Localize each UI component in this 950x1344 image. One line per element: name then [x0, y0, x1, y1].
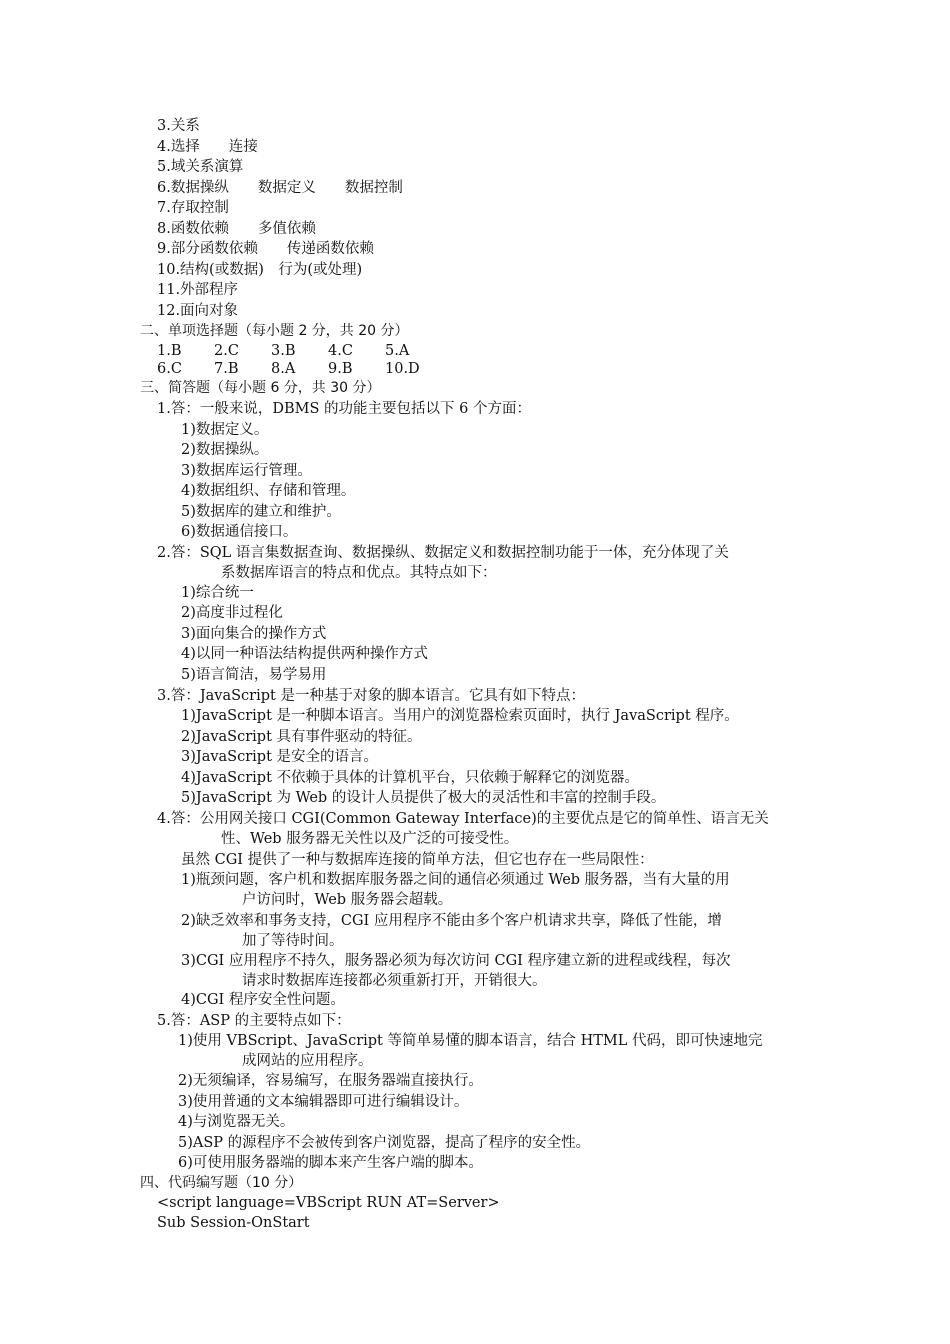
- q3-item-5: 5)JavaScript 为 Web 的设计人员提供了极大的灵活性和丰富的控制手段。: [181, 790, 666, 806]
- fill-answer-10: 10.结构(或数据) 行为(或处理): [157, 262, 363, 278]
- q4-item-4: 4)CGI 程序安全性问题。: [181, 992, 345, 1008]
- q3-stem: 3.答：JavaScript 是一种基于对象的脚本语言。它具有如下特点：: [157, 688, 585, 704]
- q1-item-2: 2)数据操纵。: [181, 442, 269, 458]
- q2-item-1: 1)综合统一: [181, 585, 254, 601]
- q5-item-1-line-2: 成网站的应用程序。: [242, 1053, 373, 1069]
- q4-stem-line-1: 4.答：公用网关接口 CGI(Common Gateway Interface)的主要优点是它的简单性、语言无关: [157, 811, 769, 827]
- choice-answer: 8.A: [271, 361, 296, 377]
- section-2-title: 二、单项选择题（每小题 2 分，共 20 分）: [140, 323, 409, 339]
- q1-item-1: 1)数据定义。: [181, 422, 269, 438]
- q2-stem-line-1: 2.答：SQL 语言集数据查询、数据操纵、数据定义和数据控制功能于一体，充分体现了关: [157, 545, 729, 561]
- q1-item-3: 3)数据库运行管理。: [181, 463, 312, 479]
- q4-item-1-line-2: 户访问时，Web 服务器会超载。: [242, 892, 453, 908]
- fill-answer-7: 7.存取控制: [157, 200, 229, 216]
- q4-item-2-line-1: 2)缺乏效率和事务支持，CGI 应用程序不能由多个客户机请求共享，降低了性能，增: [181, 913, 722, 929]
- choice-answer: 1.B: [157, 343, 182, 359]
- choice-answers-row-2: [157, 359, 442, 379]
- q4-item-2-line-2: 加了等待时间。: [242, 933, 344, 949]
- fill-answer-3: 3.关系: [157, 118, 200, 134]
- q4-item-3-line-1: 3)CGI 应用程序不持久，服务器必须为每次访问 CGI 程序建立新的进程或线程，每次: [181, 953, 731, 969]
- q3-item-1: 1)JavaScript 是一种脚本语言。当用户的浏览器检索页面时，执行 JavaScript 程序。: [181, 708, 739, 724]
- choice-answers-row-1: [157, 341, 442, 361]
- q5-item-6: 6)可使用服务器端的脚本来产生客户端的脚本。: [178, 1155, 483, 1171]
- choice-answer: 3.B: [271, 343, 296, 359]
- fill-answer-4: 4.选择 连接: [157, 139, 258, 155]
- fill-answer-8: 8.函数依赖 多值依赖: [157, 221, 316, 237]
- q5-item-4: 4)与浏览器无关。: [178, 1114, 295, 1130]
- q3-item-2: 2)JavaScript 具有事件驱动的特征。: [181, 729, 422, 745]
- section-3-title: 三、简答题（每小题 6 分，共 30 分）: [140, 380, 381, 396]
- q2-item-2: 2)高度非过程化: [181, 605, 283, 621]
- choice-answer: 5.A: [385, 343, 410, 359]
- fill-answer-11: 11.外部程序: [157, 282, 239, 298]
- q5-item-3: 3)使用普通的文本编辑器即可进行编辑设计。: [178, 1094, 469, 1110]
- fill-answer-12: 12.面向对象: [157, 303, 239, 319]
- q1-item-4: 4)数据组织、存储和管理。: [181, 483, 356, 499]
- choice-answer: 7.B: [214, 361, 239, 377]
- q2-stem-line-2: 系数据库语言的特点和优点。其特点如下：: [221, 565, 497, 581]
- q4-item-1-line-1: 1)瓶颈问题，客户机和数据库服务器之间的通信必须通过 Web 服务器，当有大量的用: [181, 872, 730, 888]
- choice-answer: 6.C: [157, 361, 182, 377]
- section-4-title: 四、代码编写题（10 分）: [140, 1175, 303, 1191]
- choice-answer: 9.B: [328, 361, 353, 377]
- q1-item-5: 5)数据库的建立和维护。: [181, 504, 341, 520]
- q2-item-5: 5)语言简洁，易学易用: [181, 667, 327, 683]
- q4-stem-line-2: 性、Web 服务器无关性以及广泛的可接受性。: [221, 831, 519, 847]
- q3-item-3: 3)JavaScript 是安全的语言。: [181, 749, 379, 765]
- q4-item-3-line-2: 请求时数据库连接都必须重新打开，开销很大。: [242, 973, 547, 989]
- q1-item-6: 6)数据通信接口。: [181, 524, 298, 540]
- q2-item-3: 3)面向集合的操作方式: [181, 626, 327, 642]
- choice-answer: 4.C: [328, 343, 353, 359]
- code-line-1: <script language=VBScript RUN AT=Server>: [157, 1195, 500, 1211]
- q1-stem: 1.答：一般来说，DBMS 的功能主要包括以下 6 个方面：: [157, 401, 531, 417]
- q4-intro: 虽然 CGI 提供了一种与数据库连接的简单方法，但它也存在一些局限性：: [181, 852, 654, 868]
- fill-answer-6: 6.数据操纵 数据定义 数据控制: [157, 180, 403, 196]
- code-line-2: Sub Session-OnStart: [157, 1215, 310, 1231]
- fill-answer-5: 5.域关系演算: [157, 159, 244, 175]
- choice-answer: 10.D: [385, 361, 420, 377]
- q2-item-4: 4)以同一种语法结构提供两种操作方式: [181, 646, 428, 662]
- q5-item-1-line-1: 1)使用 VBScript、JavaScript 等简单易懂的脚本语言，结合 HTML 代码，即可快速地完: [178, 1033, 763, 1049]
- q5-item-2: 2)无须编译，容易编写，在服务器端直接执行。: [178, 1073, 483, 1089]
- choice-answer: 2.C: [214, 343, 239, 359]
- q5-stem: 5.答：ASP 的主要特点如下：: [157, 1013, 351, 1029]
- q5-item-5: 5)ASP 的源程序不会被传到客户浏览器，提高了程序的安全性。: [178, 1135, 591, 1151]
- fill-answer-9: 9.部分函数依赖 传递函数依赖: [157, 241, 374, 257]
- q3-item-4: 4)JavaScript 不依赖于具体的计算机平台，只依赖于解释它的浏览器。: [181, 770, 640, 786]
